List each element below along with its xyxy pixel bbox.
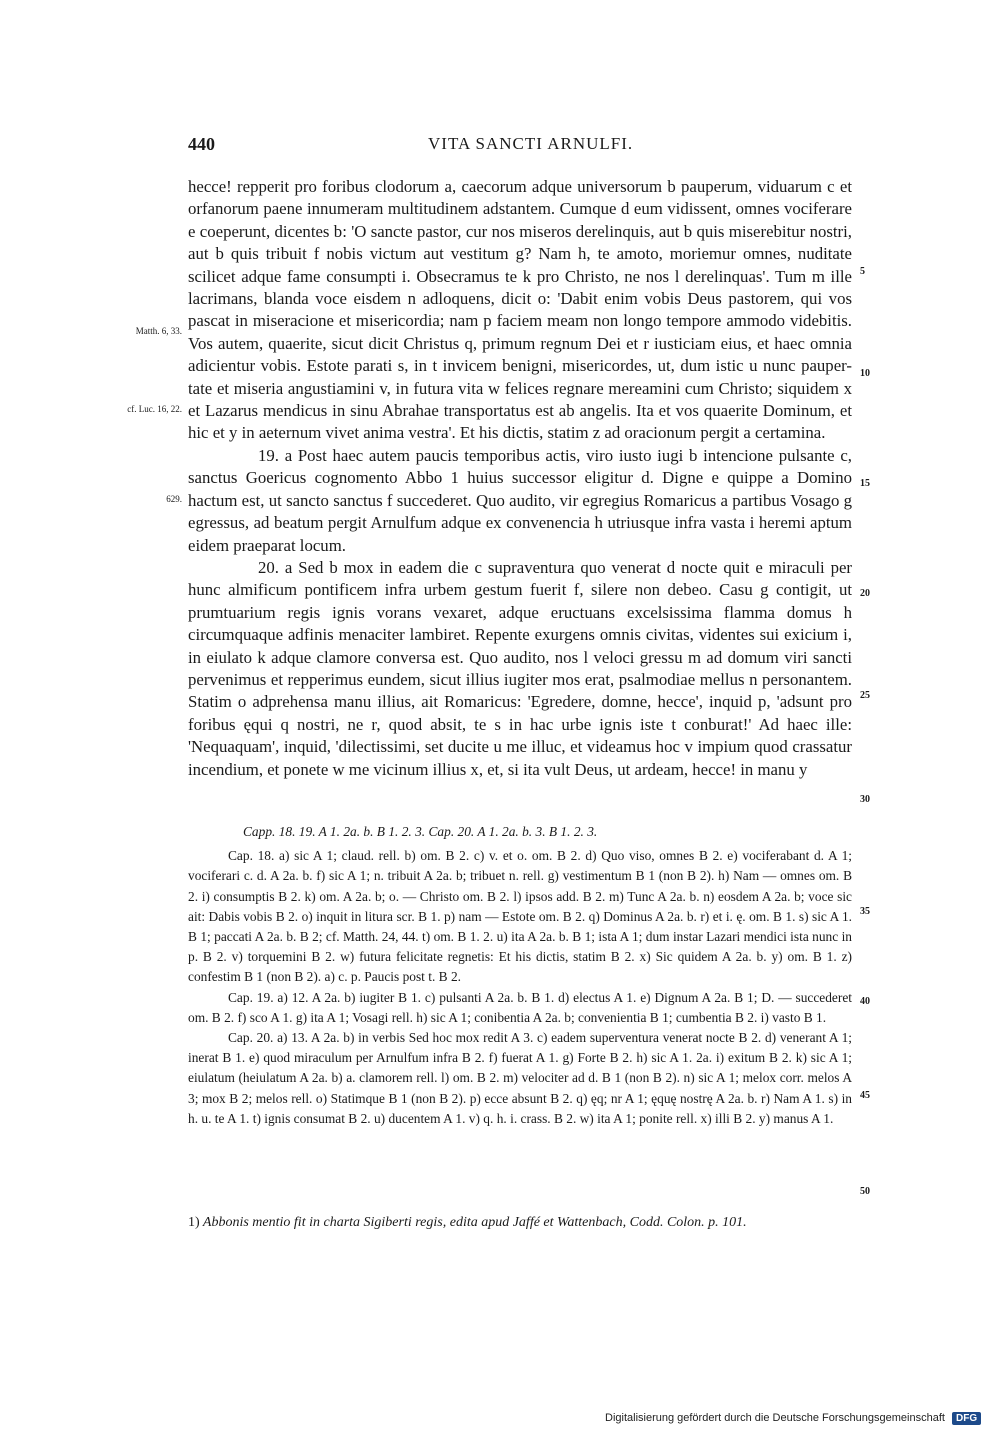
- apparatus-header: Capp. 18. 19. A 1. 2a. b. B 1. 2. 3. Cap. 20. A 1. 2a. b. 3. B 1. 2. 3.: [243, 824, 598, 839]
- margin-note-luc: cf. Luc. 16, 22.: [127, 404, 182, 414]
- paragraph-2: 19. a Post haec autem paucis temporibus actis, viro iusto iugi b intencione pulsante c, sanctus Goericus cognomento Abbo 1 huius successor eligitur d. Digne e quippe a Domino hactum est, ut sancto sanctus f succederet. Quo audito, vir egregius Romaricus a partibus Vosago g egressus, ad beatum pergit Arnulfum adque ex convenencia h utriusque infra vasta i heremi aptum eidem praeparat locum.: [188, 445, 852, 555]
- apparatus-cap18: Cap. 18. a) sic A 1; claud. rell. b) om. B 2. c) v. et o. om. B 2. d) Quo viso, omnes B 2. e) vociferabant d. A 1; vociferari c. d. A 2a. b. f) sic A 1; n. tribuit A 2a. b; tribuet n. rell. g) vestimentum B 1 (non B 2). h) Nam — omnes om. B 2. i) consumptis B 2. k) om. A 2a. b; o. — Christo om. B 2. l) ipsos add. B 2. m) Tunc A 2a. b. n) eosdem A 2a. b; voce sic ait: Dabis vobis B 2. o) inquit in litura scr. B 1. p) nam — Estote om. B 2. q) Dominus A 2a. b. r) et i. ę. om. B 1. s) sic A 1. B 1; paccati A 2a. b. B 2; cf. Matth. 24, 44. t) om. B 1. 2. u) ita A 2a. b. B 1; ista A 1; dum instar Lazari mendici ista nunc in p. B 2. v) torquemini B 2. w) futura felicitate regnetis: Et his dictis, statim B 2. x) Sic quidem A 2a. b. y) om. B 1. z) confestim B 1 (non B 2). a) c. p. Paucis post t. B 2.: [188, 848, 852, 985]
- running-title: VITA SANCTI ARNULFI.: [428, 134, 634, 153]
- page-number: 440: [188, 134, 215, 154]
- paragraph-3: 20. a Sed b mox in eadem die c supraventura quo venerat d nocte quit e miraculi per hunc almificum pontificem infra urbem gestum fuerit f, silere non debeo. Casu g contigit, ut prumtuarium regis ignis vorans vexaret, adque eructuans excelsissima flamma domus h circumquaque adfinis menaciter lambiret. Repente exurgens omnis civitas, videntes sui exicium i, in eiulato k adque clamore conversa est. Quo audito, nos l veloci gressu m ad domum viri sancti pervenimus et repperimus eundem, sicut illius iugiter mos erat, psalmodiae mellus n personantem. Statim o adprehensa manu illius, ait Romaricus: 'Egredere, domne, hecce', inquid p, 'adsunt pro foribus ęqui q nostri, ne r, quod absit, te s in hac urbe ignis iste t conburat!' Ad haec ille: 'Nequaquam', inquid, 'dilectissimi, set ducite u me illuc, et videamus hoc v impium quod crassatur incendium, et ponete w me vicinum illius x, et, si ita vult Deus, ut ardeam, hecce! in manu y: [188, 557, 852, 779]
- dfg-logo: DFG: [952, 1412, 981, 1425]
- apparatus-cap20: Cap. 20. a) 13. A 2a. b) in verbis Sed hoc mox redit A 3. c) eadem superventura venerat nocte B 2. d) venerant A 1; inerat B 1. e) quod miraculum per Arnulfum infra B 2. f) fuerat A 1. g) Forte B 2. h) sic A 1. 2a. i) exitum B 2. k) sic A 1; eiulatum (heiulatum A 2a. b) a. clamorem rell. l) om. B 2. m) velociter ad d. B 1 (non B 2). n) sic A 1; melox corr. melos A 3; mox B 2; melos rell. o) Statimque B 1 (non B 2). p) ecce absunt B 2. q) ęq; nr A 1; ęquę nostrę A 2a. b. r) Nam A 1. s) in h. u. te A 1. t) ignis consumat B 2. u) ducentem A 1. v) q. h. i. crass. B 2. w) ita A 1; ponite rell. x) illi B 2. y) manus A 1.: [188, 1030, 852, 1126]
- apparatus-cap19: Cap. 19. a) 12. A 2a. b) iugiter B 1. c) pulsanti A 2a. b. B 1. d) electus A 1. e) Dignum A 2a. B 1; D. — succederet om. B 2. f) sco A 1. g) ita A 1; Vosagi rell. h) sic A 1; conibentia A 2a. b; convenientia B 1; cumbentia B 2. i) vasto B 1.: [188, 989, 852, 1025]
- footnote-text: Abbonis mentio fit in charta Sigiberti regis, edita apud Jaffé et Wattenbach, Codd. Colon. p. 101.: [202, 1215, 747, 1230]
- footnote-number: 1): [188, 1215, 200, 1230]
- main-text: [188, 176, 852, 781]
- line-number: 10: [860, 368, 870, 379]
- line-number: 40: [860, 996, 870, 1007]
- margin-note-matth: Matth. 6, 33.: [135, 326, 182, 336]
- line-number: 20: [860, 588, 870, 599]
- line-number: 50: [860, 1186, 870, 1197]
- footer-credit-text: Digitalisierung gefördert durch die Deutsche Forschungsgemeinschaft: [605, 1412, 945, 1424]
- margin-note-year: 629.: [166, 494, 182, 504]
- line-number: 5: [860, 266, 865, 277]
- line-number: 15: [860, 478, 870, 489]
- line-number: 30: [860, 794, 870, 805]
- footnote: [188, 1212, 852, 1233]
- line-number: 35: [860, 906, 870, 917]
- line-number: 45: [860, 1090, 870, 1101]
- line-number: 25: [860, 690, 870, 701]
- critical-apparatus: [188, 822, 852, 1129]
- footer-credit: [605, 1412, 981, 1425]
- paragraph-1: hecce! repperit pro foribus clodorum a, caecorum adque universorum b pauperum, viduarum c et orfanorum paene innumeram multitudinem adstantem. Cumque d eum vidissent, omnes vociferare e coeperunt, dicentes b: 'O sancte pastor, cur nos miseros derelinquis, aut b quis miserebitur nostri, aut b quis tribuit f nobis victum aut vestitum g? Nam h, te amoto, moriemur omnes, nuditate scilicet adque fame consumpti i. Obsecramus te k pro Christo, ne nos l derelinquas'. Tum m ille lacrimans, blanda voce eisdem n adloquens, dicit o: 'Dabit enim vobis Deus pastorem, qui vos pascat in miseracione et misericordia; nam p faciem meam non longo tempore ammodo videbitis. Vos autem, quaerite, sicut dicit Christus q, primum regnum Dei et r iusticiam eius, et haec omnia adicientur vobis. Estote parati s, in t invicem benigni, misericordes, ut, dum istic u nunc pauper-tate et miseria angustiamini v, in futura vita w felices regnare mereamini cum Christo; siquidem x et Lazarus mendicus in sinu Abrahae transportatus est ab angelis. Ita et vos quaerite Dominum, et hic et y in aeternum vivet anima vestra'. Et his dictis, statim z ad oracionum pergit a certamina.: [188, 177, 852, 443]
